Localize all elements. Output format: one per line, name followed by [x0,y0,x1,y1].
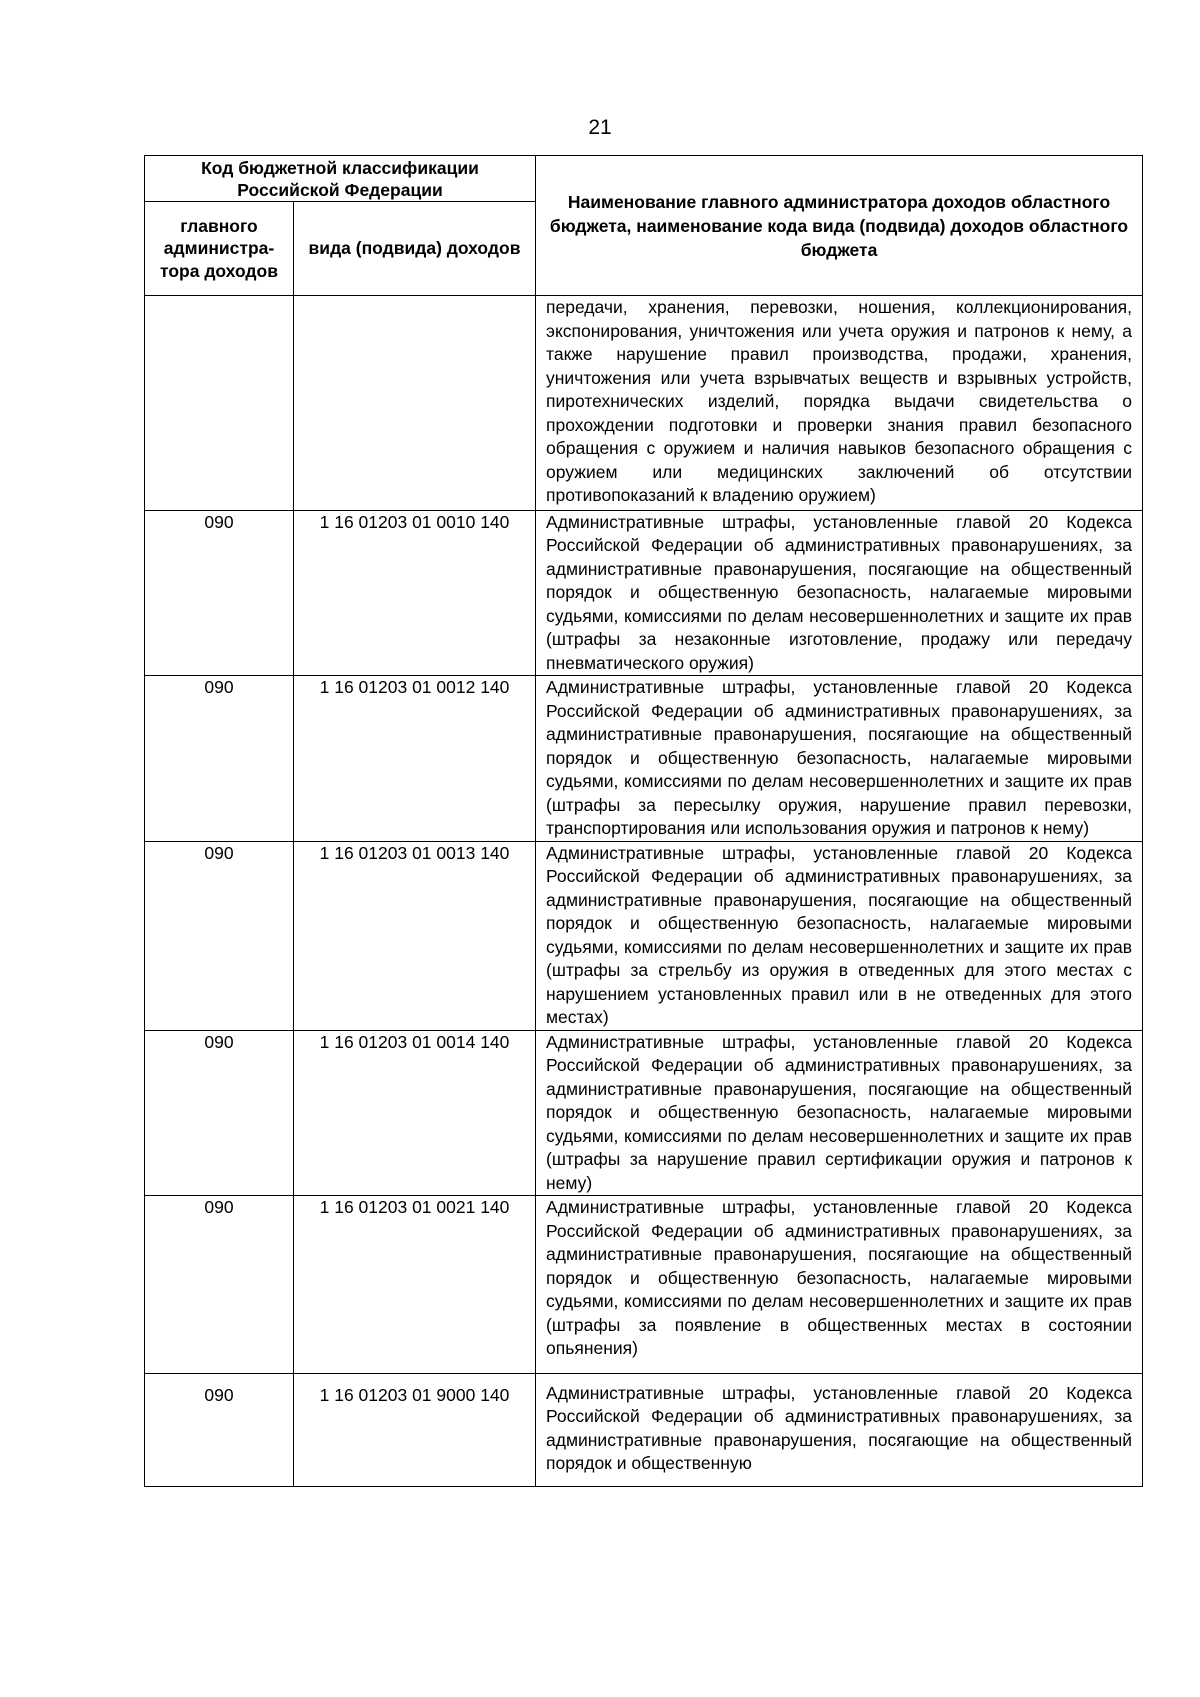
admin-code-cell: 090 [145,1030,294,1196]
description-cell: Административные штрафы, установленные главой 20 Кодекса Российской Федерации об административных правонарушениях, за административные правонарушения, посягающие на общественный порядок и общественную безопасность, налагаемые мировыми судьями, комиссиями по делам несовершеннолетних и защите их прав (штрафы за пересылку оружия, нарушение правил перевозки, транспортирования или использования оружия и патронов к нему) [536,676,1143,842]
description-cell: Административные штрафы, установленные главой 20 Кодекса Российской Федерации об административных правонарушениях, за административные правонарушения, посягающие на общественный порядок и общественную безопасность, налагаемые мировыми судьями, комиссиями по делам несовершеннолетних и защите их прав (штрафы за появление в общественных местах в состоянии опьянения) [536,1196,1143,1374]
income-code-cell: 1 16 01203 01 9000 140 [294,1373,536,1486]
admin-code-cell: 090 [145,510,294,676]
table-row [145,296,1143,511]
header-name-column: Наименование главного администратора доходов областного бюджета, наименование кода вида (подвида) доходов областного бюджета [536,156,1143,296]
header-admin-column: главного администра-тора доходов [145,202,294,296]
description-cell: Административные штрафы, установленные главой 20 Кодекса Российской Федерации об административных правонарушениях, за административные правонарушения, посягающие на общественный порядок и общественную [536,1373,1143,1486]
description-cell: Административные штрафы, установленные главой 20 Кодекса Российской Федерации об административных правонарушениях, за административные правонарушения, посягающие на общественный порядок и общественную безопасность, налагаемые мировыми судьями, комиссиями по делам несовершеннолетних и защите их прав (штрафы за нарушение правил сертификации оружия и патронов к нему) [536,1030,1143,1196]
page-number: 21 [588,116,612,139]
header-row-top [145,156,1143,202]
admin-code-cell: 090 [145,1196,294,1374]
admin-code-cell: 090 [145,841,294,1030]
income-code-cell [294,296,536,511]
header-group-title: Код бюджетной классификации Российской Федерации [145,156,536,202]
table-row [145,510,1143,676]
income-code-cell: 1 16 01203 01 0014 140 [294,1030,536,1196]
income-code-cell: 1 16 01203 01 0021 140 [294,1196,536,1374]
budget-classification-table [144,155,1143,1487]
admin-code-cell [145,296,294,511]
table-row [145,841,1143,1030]
table-row [145,1373,1143,1486]
description-cell: Административные штрафы, установленные главой 20 Кодекса Российской Федерации об административных правонарушениях, за административные правонарушения, посягающие на общественный порядок и общественную безопасность, налагаемые мировыми судьями, комиссиями по делам несовершеннолетних и защите их прав (штрафы за стрельбу из оружия в отведенных для этого местах с нарушением установленных правил или в не отведенных для этого местах) [536,841,1143,1030]
income-code-cell: 1 16 01203 01 0012 140 [294,676,536,842]
admin-code-cell: 090 [145,676,294,842]
income-code-cell: 1 16 01203 01 0010 140 [294,510,536,676]
header-kind-column: вида (подвида) доходов [294,202,536,296]
table-row [145,1030,1143,1196]
description-cell: Административные штрафы, установленные главой 20 Кодекса Российской Федерации об административных правонарушениях, за административные правонарушения, посягающие на общественный порядок и общественную безопасность, налагаемые мировыми судьями, комиссиями по делам несовершеннолетних и защите их прав (штрафы за незаконные изготовление, продажу или передачу пневматического оружия) [536,510,1143,676]
income-code-cell: 1 16 01203 01 0013 140 [294,841,536,1030]
description-cell: передачи, хранения, перевозки, ношения, коллекционирования, экспонирования, уничтожения или учета оружия и патронов к нему, а также нарушение правил производства, продажи, хранения, уничтожения или учета взрывчатых веществ и взрывных устройств, пиротехнических изделий, порядка выдачи свидетельства о прохождении подготовки и проверки знания правил безопасного обращения с оружием и наличия навыков безопасного обращения с оружием или медицинских заключений об отсутствии противопоказаний к владению оружием) [536,296,1143,511]
table-row [145,676,1143,842]
table-row [145,1196,1143,1374]
admin-code-cell: 090 [145,1373,294,1486]
